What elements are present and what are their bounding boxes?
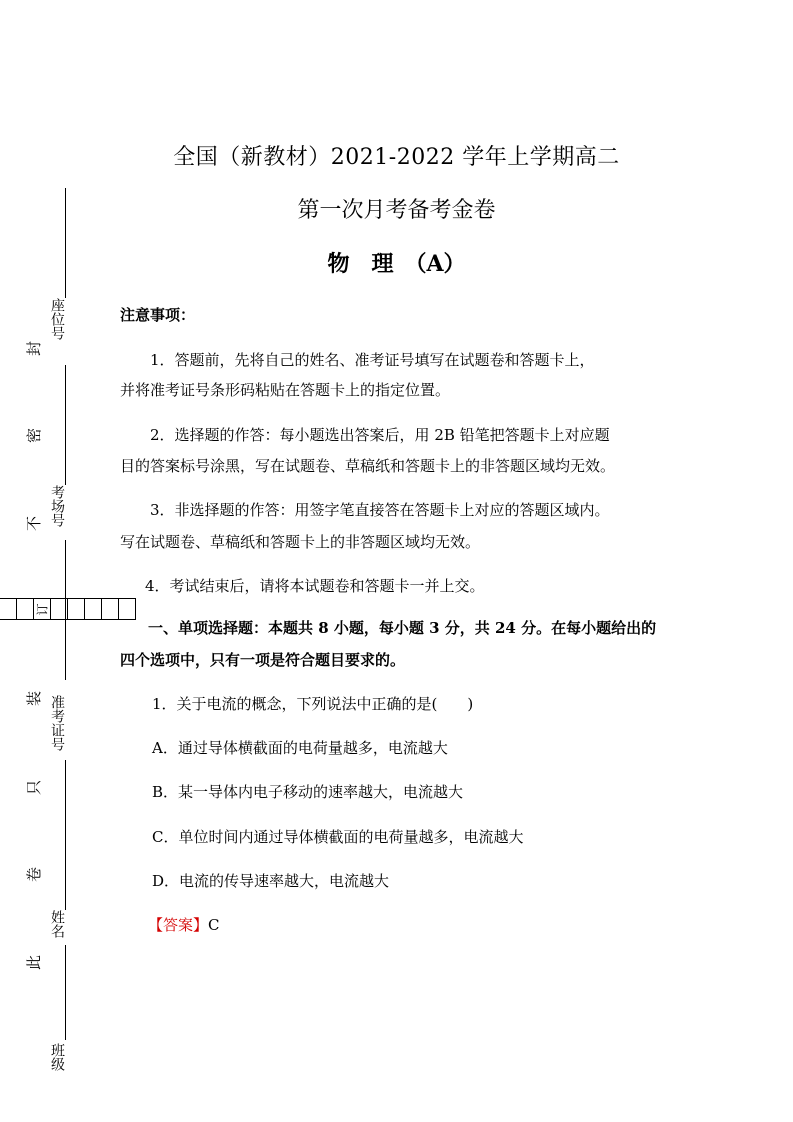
seal-box [50,598,68,620]
seal-char-ci: 此 [25,954,44,971]
exam-subtitle: 第一次月考备考金卷 [297,198,496,223]
seat-number-label: 座位号 [49,298,65,340]
answer-value: C [208,916,220,934]
notice-item-4: 4．考试结束后，请将本试题卷和答题卡一并上交。 [145,577,485,595]
exam-title: 全国（新教材）2021-2022 学年上学期高二 [173,145,620,170]
notice-item-1-line-2: 并将准考证号条形码粘贴在答题卡上的指定位置。 [120,381,451,399]
seal-char-ding: 订 [35,602,50,616]
exam-room-label: 考场号 [49,485,65,527]
name-label: 姓名 [49,910,65,938]
notice-item-2-line-1: 2．选择题的作答：每小题选出答案后，用 2B 铅笔把答题卡上对应题 [150,426,610,444]
question-1-option-a: A．通过导体横截面的电荷量越多，电流越大 [152,739,448,757]
question-1-option-d: D．电流的传导速率越大，电流越大 [152,872,390,890]
class-label: 班级 [49,1043,65,1071]
seal-char-zhi: 只 [25,779,44,796]
margin-line-seat [65,365,66,485]
notice-item-3-line-2: 写在试题卷、草稿纸和答题卡上的非答题区域均无效。 [120,533,481,551]
question-1-answer [148,915,220,935]
notice-item-2-line-2: 目的答案标号涂黑，写在试题卷、草稿纸和答题卡上的非答题区域均无效。 [120,457,616,475]
question-1-option-c: C．单位时间内通过导体横截面的电荷量越多，电流越大 [152,828,524,846]
answer-label: 【答案】 [148,916,209,934]
seal-char-feng: 封 [25,340,44,357]
seal-box [0,598,17,620]
seal-box-ding [33,598,51,620]
ticket-number-label: 准考证号 [49,695,65,751]
section-heading-line-1: 一、单项选择题：本题共 8 小题，每小题 3 分，共 24 分。在每小题给出的 [148,619,657,637]
seal-box [67,598,85,620]
seal-char-zhuang: 装 [25,690,44,707]
margin-line-ticket [65,760,66,910]
seal-char-bu: 不 [25,515,44,532]
question-1-stem: 1．关于电流的概念，下列说法中正确的是( ) [152,695,474,713]
seal-char-juan: 卷 [25,866,44,883]
notice-item-3-line-1: 3．非选择题的作答：用签字笔直接答在答题卡上对应的答题区域内。 [150,501,610,519]
section-heading-line-2: 四个选项中，只有一项是符合题目要求的。 [120,651,406,669]
seal-box [101,598,119,620]
notice-item-1-line-1: 1．答题前，先将自己的姓名、准考证号填写在试题卷和答题卡上， [150,351,595,369]
question-1-option-b: B．某一导体内电子移动的速率越大，电流越大 [152,783,464,801]
seal-box [84,598,102,620]
notice-heading: 注意事项： [120,306,196,324]
seal-box-row [0,598,136,620]
seal-box [16,598,34,620]
subject-title: 物 理 （A） [327,251,466,277]
seal-box [118,598,136,620]
margin-line-name [65,945,66,1040]
seal-char-mi: 密 [25,427,44,444]
